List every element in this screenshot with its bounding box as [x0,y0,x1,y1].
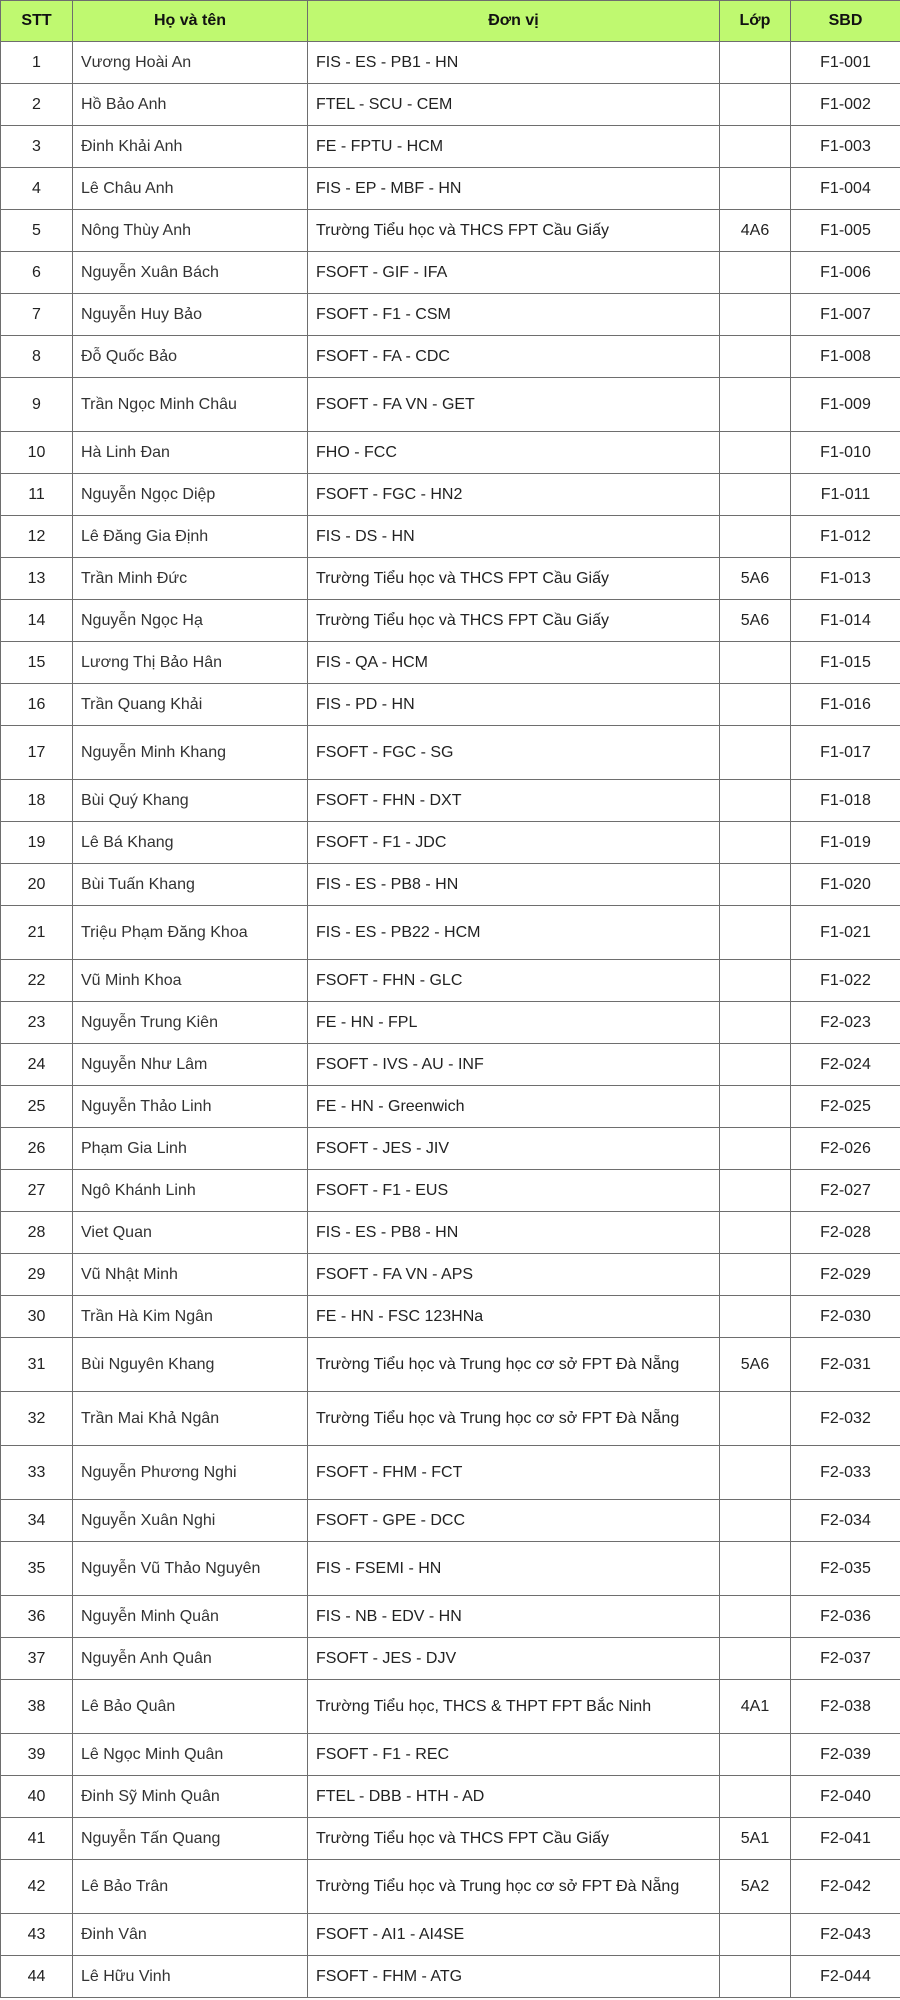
cell-class: 5A2 [720,1860,791,1914]
cell-sbd: F2-042 [791,1860,900,1914]
cell-unit: FSOFT - FHN - DXT [308,780,720,822]
cell-class [720,1734,791,1776]
cell-class: 5A6 [720,1338,791,1392]
cell-stt: 2 [1,84,73,126]
cell-stt: 7 [1,294,73,336]
cell-unit: FSOFT - FHN - GLC [308,960,720,1002]
table-row [1,252,900,294]
cell-stt: 38 [1,1680,73,1734]
table-row [1,1818,900,1860]
cell-sbd: F1-006 [791,252,900,294]
cell-name: Bùi Quý Khang [73,780,308,822]
cell-unit: FE - HN - FPL [308,1002,720,1044]
cell-name: Nguyễn Anh Quân [73,1638,308,1680]
table-row [1,558,900,600]
header-stt: STT [1,1,73,42]
table-row [1,168,900,210]
cell-name: Lê Ngọc Minh Quân [73,1734,308,1776]
cell-class [720,1254,791,1296]
table-row [1,294,900,336]
cell-stt: 33 [1,1446,73,1500]
cell-unit: FTEL - SCU - CEM [308,84,720,126]
cell-sbd: F2-032 [791,1392,900,1446]
cell-sbd: F1-019 [791,822,900,864]
cell-sbd: F1-003 [791,126,900,168]
cell-class [720,168,791,210]
cell-sbd: F1-009 [791,378,900,432]
cell-unit: FSOFT - F1 - CSM [308,294,720,336]
cell-sbd: F1-002 [791,84,900,126]
cell-unit: FIS - PD - HN [308,684,720,726]
cell-class [720,822,791,864]
cell-name: Nguyễn Vũ Thảo Nguyên [73,1542,308,1596]
cell-unit: FIS - QA - HCM [308,642,720,684]
cell-class [720,1212,791,1254]
table-row [1,1596,900,1638]
cell-unit: FSOFT - GPE - DCC [308,1500,720,1542]
table-row [1,960,900,1002]
table-row [1,1086,900,1128]
cell-class [720,780,791,822]
cell-stt: 3 [1,126,73,168]
cell-name: Đỗ Quốc Bảo [73,336,308,378]
cell-name: Nguyễn Ngọc Hạ [73,600,308,642]
cell-sbd: F2-030 [791,1296,900,1338]
cell-stt: 40 [1,1776,73,1818]
table-row [1,1542,900,1596]
cell-class [720,1044,791,1086]
cell-unit: FSOFT - F1 - JDC [308,822,720,864]
cell-name: Trần Minh Đức [73,558,308,600]
cell-class [720,1542,791,1596]
cell-name: Đinh Vân [73,1914,308,1956]
cell-name: Nguyễn Xuân Nghi [73,1500,308,1542]
cell-class [720,432,791,474]
cell-stt: 16 [1,684,73,726]
cell-stt: 14 [1,600,73,642]
cell-class [720,1956,791,1998]
cell-class [720,1128,791,1170]
table-row [1,1446,900,1500]
cell-sbd: F1-016 [791,684,900,726]
cell-name: Hồ Bảo Anh [73,84,308,126]
table-row [1,780,900,822]
cell-sbd: F2-033 [791,1446,900,1500]
table-row [1,1212,900,1254]
cell-unit: FTEL - DBB - HTH - AD [308,1776,720,1818]
cell-class [720,1914,791,1956]
cell-class: 4A1 [720,1680,791,1734]
cell-name: Nguyễn Trung Kiên [73,1002,308,1044]
cell-unit: FIS - NB - EDV - HN [308,1596,720,1638]
cell-stt: 34 [1,1500,73,1542]
cell-unit: FIS - ES - PB22 - HCM [308,906,720,960]
cell-name: Nguyễn Tấn Quang [73,1818,308,1860]
cell-sbd: F1-021 [791,906,900,960]
cell-unit: Trường Tiểu học và THCS FPT Cầu Giấy [308,210,720,252]
cell-name: Lê Bảo Quân [73,1680,308,1734]
cell-class: 5A1 [720,1818,791,1860]
table-row [1,1392,900,1446]
cell-sbd: F1-011 [791,474,900,516]
cell-unit: FSOFT - FHM - ATG [308,1956,720,1998]
table-row [1,1680,900,1734]
cell-unit: FHO - FCC [308,432,720,474]
cell-sbd: F1-015 [791,642,900,684]
cell-unit: FSOFT - FGC - SG [308,726,720,780]
cell-unit: FSOFT - JES - JIV [308,1128,720,1170]
table-row [1,1254,900,1296]
table-row [1,1128,900,1170]
cell-sbd: F2-039 [791,1734,900,1776]
table-row [1,1338,900,1392]
cell-sbd: F1-005 [791,210,900,252]
cell-class [720,960,791,1002]
cell-unit: Trường Tiểu học, THCS & THPT FPT Bắc Ninh [308,1680,720,1734]
cell-sbd: F1-022 [791,960,900,1002]
cell-sbd: F1-014 [791,600,900,642]
table-row [1,600,900,642]
cell-unit: FSOFT - GIF - IFA [308,252,720,294]
table-row [1,822,900,864]
table-row [1,642,900,684]
header-name: Họ và tên [73,1,308,42]
cell-class: 5A6 [720,600,791,642]
cell-name: Nguyễn Thảo Linh [73,1086,308,1128]
cell-class [720,252,791,294]
cell-name: Bùi Tuấn Khang [73,864,308,906]
cell-class [720,642,791,684]
cell-stt: 19 [1,822,73,864]
cell-name: Nguyễn Minh Quân [73,1596,308,1638]
cell-unit: FSOFT - FA VN - GET [308,378,720,432]
table-row [1,378,900,432]
table-row [1,210,900,252]
cell-class [720,84,791,126]
cell-sbd: F1-013 [791,558,900,600]
cell-name: Nguyễn Ngọc Diệp [73,474,308,516]
cell-stt: 9 [1,378,73,432]
cell-stt: 22 [1,960,73,1002]
cell-sbd: F2-041 [791,1818,900,1860]
table-row [1,126,900,168]
table-row [1,432,900,474]
table-row [1,84,900,126]
cell-sbd: F2-034 [791,1500,900,1542]
cell-class [720,906,791,960]
cell-unit: FSOFT - AI1 - AI4SE [308,1914,720,1956]
header-unit: Đơn vị [308,1,720,42]
cell-stt: 24 [1,1044,73,1086]
cell-class [720,474,791,516]
table-row [1,1170,900,1212]
cell-name: Viet Quan [73,1212,308,1254]
cell-name: Lương Thị Bảo Hân [73,642,308,684]
cell-name: Triệu Phạm Đăng Khoa [73,906,308,960]
cell-class [720,1446,791,1500]
header-sbd: SBD [791,1,900,42]
cell-name: Nông Thùy Anh [73,210,308,252]
cell-stt: 17 [1,726,73,780]
cell-name: Nguyễn Như Lâm [73,1044,308,1086]
cell-stt: 29 [1,1254,73,1296]
cell-class [720,378,791,432]
cell-name: Nguyễn Huy Bảo [73,294,308,336]
cell-stt: 30 [1,1296,73,1338]
cell-unit: FSOFT - FGC - HN2 [308,474,720,516]
cell-class [720,294,791,336]
cell-name: Trần Quang Khải [73,684,308,726]
cell-stt: 1 [1,42,73,84]
cell-sbd: F2-038 [791,1680,900,1734]
cell-class [720,126,791,168]
cell-sbd: F2-024 [791,1044,900,1086]
cell-unit: FSOFT - FA - CDC [308,336,720,378]
table-row [1,474,900,516]
cell-stt: 8 [1,336,73,378]
cell-stt: 32 [1,1392,73,1446]
cell-name: Lê Bá Khang [73,822,308,864]
cell-sbd: F2-025 [791,1086,900,1128]
cell-stt: 42 [1,1860,73,1914]
cell-sbd: F1-012 [791,516,900,558]
table-row [1,1860,900,1914]
cell-stt: 39 [1,1734,73,1776]
cell-name: Nguyễn Phương Nghi [73,1446,308,1500]
table-row [1,1734,900,1776]
cell-sbd: F2-031 [791,1338,900,1392]
cell-class [720,684,791,726]
cell-sbd: F2-036 [791,1596,900,1638]
table-row [1,516,900,558]
cell-stt: 31 [1,1338,73,1392]
cell-sbd: F2-037 [791,1638,900,1680]
cell-name: Hà Linh Đan [73,432,308,474]
cell-stt: 23 [1,1002,73,1044]
cell-unit: FE - FPTU - HCM [308,126,720,168]
table-row [1,42,900,84]
cell-sbd: F1-017 [791,726,900,780]
cell-class [720,42,791,84]
cell-unit: FSOFT - F1 - EUS [308,1170,720,1212]
cell-class: 4A6 [720,210,791,252]
cell-unit: FIS - ES - PB1 - HN [308,42,720,84]
cell-unit: Trường Tiểu học và THCS FPT Cầu Giấy [308,558,720,600]
cell-class [720,1392,791,1446]
cell-unit: FIS - ES - PB8 - HN [308,1212,720,1254]
cell-sbd: F1-008 [791,336,900,378]
cell-sbd: F1-001 [791,42,900,84]
cell-stt: 43 [1,1914,73,1956]
cell-name: Lê Bảo Trân [73,1860,308,1914]
cell-stt: 35 [1,1542,73,1596]
cell-sbd: F1-010 [791,432,900,474]
cell-stt: 15 [1,642,73,684]
cell-class [720,864,791,906]
cell-stt: 6 [1,252,73,294]
cell-name: Đinh Sỹ Minh Quân [73,1776,308,1818]
cell-stt: 27 [1,1170,73,1212]
cell-stt: 41 [1,1818,73,1860]
cell-stt: 25 [1,1086,73,1128]
cell-name: Vũ Minh Khoa [73,960,308,1002]
cell-unit: Trường Tiểu học và Trung học cơ sở FPT Đà Nẵng [308,1338,720,1392]
cell-unit: FSOFT - JES - DJV [308,1638,720,1680]
table-row [1,1776,900,1818]
cell-unit: FSOFT - FHM - FCT [308,1446,720,1500]
cell-class [720,1596,791,1638]
cell-stt: 20 [1,864,73,906]
cell-class [720,1638,791,1680]
cell-stt: 44 [1,1956,73,1998]
cell-name: Trần Mai Khả Ngân [73,1392,308,1446]
cell-unit: FE - HN - Greenwich [308,1086,720,1128]
cell-unit: FIS - ES - PB8 - HN [308,864,720,906]
cell-class [720,1500,791,1542]
cell-name: Lê Đăng Gia Định [73,516,308,558]
cell-name: Đinh Khải Anh [73,126,308,168]
header-class: Lớp [720,1,791,42]
cell-sbd: F2-035 [791,1542,900,1596]
cell-stt: 21 [1,906,73,960]
cell-name: Phạm Gia Linh [73,1128,308,1170]
cell-sbd: F1-020 [791,864,900,906]
cell-sbd: F2-027 [791,1170,900,1212]
cell-sbd: F2-044 [791,1956,900,1998]
cell-name: Vương Hoài An [73,42,308,84]
cell-class [720,1776,791,1818]
table-row [1,1044,900,1086]
table-header-row [1,1,900,42]
cell-name: Nguyễn Minh Khang [73,726,308,780]
cell-sbd: F2-023 [791,1002,900,1044]
cell-stt: 37 [1,1638,73,1680]
table-row [1,1638,900,1680]
cell-sbd: F2-040 [791,1776,900,1818]
cell-stt: 4 [1,168,73,210]
cell-class [720,1296,791,1338]
cell-stt: 26 [1,1128,73,1170]
cell-unit: Trường Tiểu học và Trung học cơ sở FPT Đà Nẵng [308,1392,720,1446]
cell-unit: FSOFT - FA VN - APS [308,1254,720,1296]
table-row [1,1956,900,1998]
cell-sbd: F2-028 [791,1212,900,1254]
cell-class [720,1002,791,1044]
table-row [1,1500,900,1542]
cell-unit: Trường Tiểu học và THCS FPT Cầu Giấy [308,600,720,642]
cell-stt: 5 [1,210,73,252]
cell-stt: 18 [1,780,73,822]
cell-sbd: F1-018 [791,780,900,822]
table-row [1,1296,900,1338]
table-row [1,864,900,906]
cell-name: Ngô Khánh Linh [73,1170,308,1212]
cell-name: Lê Châu Anh [73,168,308,210]
cell-name: Trần Hà Kim Ngân [73,1296,308,1338]
cell-class [720,336,791,378]
cell-unit: FIS - FSEMI - HN [308,1542,720,1596]
cell-unit: FIS - DS - HN [308,516,720,558]
table-row [1,336,900,378]
cell-name: Nguyễn Xuân Bách [73,252,308,294]
table-row [1,1914,900,1956]
cell-stt: 28 [1,1212,73,1254]
table-row [1,1002,900,1044]
cell-class [720,516,791,558]
table-row [1,684,900,726]
cell-class [720,1086,791,1128]
cell-stt: 12 [1,516,73,558]
cell-stt: 11 [1,474,73,516]
cell-name: Trần Ngọc Minh Châu [73,378,308,432]
cell-unit: FE - HN - FSC 123HNa [308,1296,720,1338]
cell-stt: 13 [1,558,73,600]
cell-name: Bùi Nguyên Khang [73,1338,308,1392]
cell-stt: 10 [1,432,73,474]
cell-class: 5A6 [720,558,791,600]
cell-sbd: F1-004 [791,168,900,210]
cell-class [720,1170,791,1212]
table-row [1,906,900,960]
cell-unit: FIS - EP - MBF - HN [308,168,720,210]
cell-name: Vũ Nhật Minh [73,1254,308,1296]
cell-sbd: F2-043 [791,1914,900,1956]
cell-sbd: F1-007 [791,294,900,336]
cell-sbd: F2-026 [791,1128,900,1170]
table-row [1,726,900,780]
cell-unit: FSOFT - F1 - REC [308,1734,720,1776]
cell-name: Lê Hữu Vinh [73,1956,308,1998]
cell-unit: Trường Tiểu học và Trung học cơ sở FPT Đà Nẵng [308,1860,720,1914]
cell-unit: Trường Tiểu học và THCS FPT Cầu Giấy [308,1818,720,1860]
cell-class [720,726,791,780]
cell-sbd: F2-029 [791,1254,900,1296]
cell-unit: FSOFT - IVS - AU - INF [308,1044,720,1086]
cell-stt: 36 [1,1596,73,1638]
table-body [1,42,900,1998]
